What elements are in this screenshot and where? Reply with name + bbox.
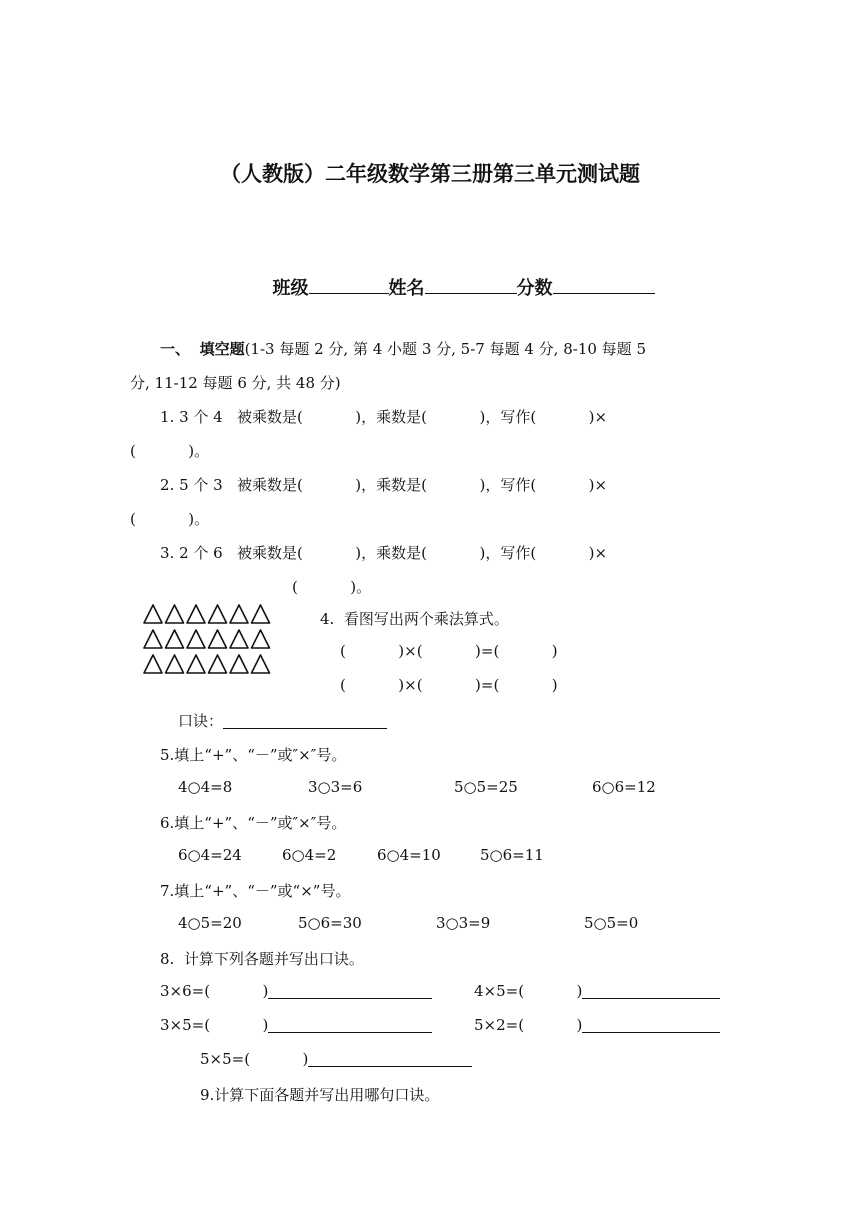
question-9: 9.计算下面各题并写出用哪句口诀。 <box>200 1086 440 1104</box>
q6-item: 6○4=10 <box>377 846 441 864</box>
section-1-heading <box>160 338 646 359</box>
q8-item <box>474 1016 720 1034</box>
q8-answer-blank[interactable] <box>582 1016 720 1033</box>
triangle-outline-icon <box>252 630 270 648</box>
question-6: 6.填上“+”、“－”或″×″号。 <box>160 814 347 832</box>
student-info <box>260 252 655 300</box>
triangle-outline-icon <box>187 630 205 648</box>
question-2: 2. 5 个 3 被乘数是( )，乘数是( )，写作( )× <box>160 476 608 494</box>
question-2-cont: ( )。 <box>130 510 210 528</box>
koujue-label: 口诀： <box>178 712 224 730</box>
question-1-cont: ( )。 <box>130 442 210 460</box>
q6-item: 6○4=24 <box>178 846 242 864</box>
question-3: 3. 2 个 6 被乘数是( )，乘数是( )，写作( )× <box>160 544 608 562</box>
q7-item: 5○5=0 <box>584 914 639 932</box>
triangle-outline-icon <box>252 605 270 623</box>
triangle-outline-icon <box>166 605 184 623</box>
triangle-outline-icon <box>144 630 162 648</box>
question-4: 4. 看图写出两个乘法算式。 <box>320 610 509 628</box>
triangle-outline-icon <box>252 655 270 673</box>
question-1: 1. 3 个 4 被乘数是( )，乘数是( )，写作( )× <box>160 408 608 426</box>
question-8: 8. 计算下列各题并写出口诀。 <box>160 950 364 968</box>
triangle-outline-icon <box>209 605 227 623</box>
q8-expression: 4×5=( ) <box>474 982 583 1000</box>
score-blank[interactable] <box>553 273 655 294</box>
q8-expression: 3×5=( ) <box>160 1016 269 1034</box>
question-3-cont: ( )。 <box>292 578 372 596</box>
q8-item <box>474 982 720 1000</box>
koujue-line <box>178 710 387 731</box>
q7-item: 5○6=30 <box>298 914 362 932</box>
q8-answer-blank[interactable] <box>582 982 720 999</box>
triangle-outline-icon <box>187 605 205 623</box>
q5-item: 4○4=8 <box>178 778 233 796</box>
q8-answer-blank[interactable] <box>308 1050 472 1067</box>
question-5: 5.填上“+”、“－”或″×″号。 <box>160 746 347 764</box>
triangle-outline-icon <box>209 630 227 648</box>
score-label: 分数 <box>516 278 553 299</box>
q6-item: 5○6=11 <box>480 846 544 864</box>
question-7: 7.填上“+”、“－”或“×”号。 <box>160 882 351 900</box>
q6-item: 6○4=2 <box>282 846 337 864</box>
question-4-equation-2: ( )×( )=( ) <box>340 676 558 694</box>
q8-expression: 3×6=( ) <box>160 982 269 1000</box>
page-title: （人教版）二年级数学第三册第三单元测试题 <box>220 162 640 186</box>
section-number: 一、 <box>160 340 191 358</box>
koujue-blank[interactable] <box>223 712 387 729</box>
triangle-outline-icon <box>166 630 184 648</box>
question-4-equation-1: ( )×( )=( ) <box>340 642 558 660</box>
q8-item <box>160 982 432 1000</box>
q5-item: 6○6=12 <box>592 778 656 796</box>
q5-item: 5○5=25 <box>454 778 518 796</box>
q8-item <box>160 1016 432 1034</box>
q8-answer-blank[interactable] <box>268 982 432 999</box>
class-label: 班级 <box>272 278 309 299</box>
q7-item: 4○5=20 <box>178 914 242 932</box>
section-desc-1: (1-3 每题 2 分, 第 4 小题 3 分, 5-7 每题 4 分, 8-10 每题 5 <box>244 340 646 358</box>
triangle-grid <box>142 602 272 678</box>
name-label: 姓名 <box>388 278 425 299</box>
q8-item <box>200 1050 472 1068</box>
triangle-outline-icon <box>166 655 184 673</box>
triangle-outline-icon <box>144 655 162 673</box>
class-blank[interactable] <box>309 273 389 294</box>
triangle-outline-icon <box>209 655 227 673</box>
triangle-outline-icon <box>230 605 248 623</box>
q8-answer-blank[interactable] <box>268 1016 432 1033</box>
q5-item: 3○3=6 <box>308 778 363 796</box>
section-desc-2: 分, 11-12 每题 6 分, 共 48 分) <box>130 374 341 392</box>
q8-expression: 5×5=( ) <box>200 1050 309 1068</box>
q7-item: 3○3=9 <box>436 914 491 932</box>
name-blank[interactable] <box>425 273 517 294</box>
triangle-outline-icon <box>187 655 205 673</box>
triangle-outline-icon <box>230 655 248 673</box>
q8-expression: 5×2=( ) <box>474 1016 583 1034</box>
section-title: 填空题 <box>199 340 245 358</box>
triangle-outline-icon <box>230 630 248 648</box>
triangle-outline-icon <box>144 605 162 623</box>
